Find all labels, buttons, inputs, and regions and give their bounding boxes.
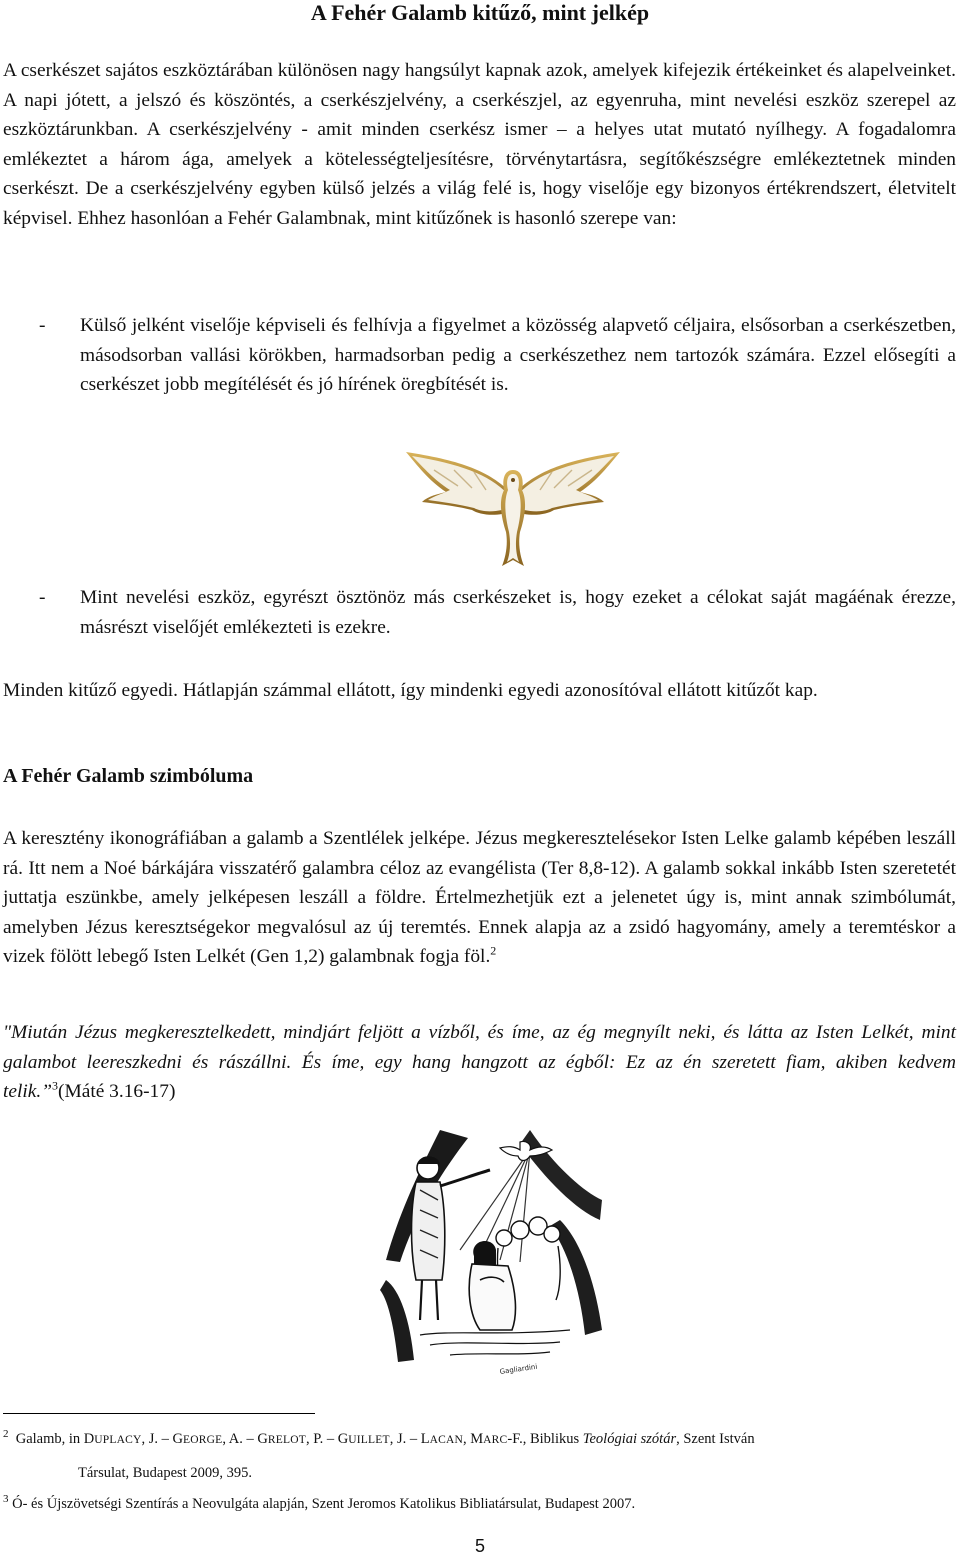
footnote-number: 2 — [3, 1428, 9, 1441]
footnote-text: Galamb, in D — [15, 1431, 95, 1447]
footnote-2 — [3, 1425, 953, 1455]
symbol-paragraph-text: A keresztény ikonográfiában a galamb a Szentlélek jelképe. Jézus megkeresztelésekor Isten Lelke galamb képében leszáll rá. Itt nem a Noé bárkájára visszatérő galambra céloz az evangélista (Ter 8,8-12). A galamb sokkal inkább Isten szeretetét juttatja eszünkbe, amely jelképesen leszáll a földre. Értelmezhetjük ezt a jelenetet úgy is, mint annak szimbólumát, amelyben Jézus keresztségekor megvalósul az új teremtés. Ennek alapja az a zsidó hagyomány, amely a teremtéskor a vizek fölött lebegő Isten Lelkét (Gen 1,2) galambnak fogja föl. — [3, 828, 956, 968]
footnote-smallcaps: UILLET — [348, 1434, 390, 1446]
footnote-smallcaps: UPLACY — [94, 1434, 142, 1446]
footnote-text: -F., Biblikus — [507, 1431, 583, 1447]
footnote-number: 3 — [3, 1493, 9, 1506]
footnote-smallcaps: ACAN — [429, 1434, 463, 1446]
footnote-ref[interactable]: 2 — [490, 943, 497, 958]
unique-paragraph: Minden kitűző egyedi. Hátlapján számmal ellátott, így mindenki egyedi azonosítóval ellátott kitűzőt kap. — [3, 680, 818, 701]
footnote-3 — [3, 1490, 953, 1519]
dove-pin-image — [398, 440, 628, 572]
footnote-text: Ó- és Újszövetségi Szentírás a Neovulgáta alapján, Szent Jeromos Katolikus Bibliatársulat, Budapest 2007. — [12, 1496, 636, 1512]
illustration-signature: Gagliardini — [499, 1362, 538, 1376]
bullet-text: Mint nevelési eszköz, egyrészt ösztönöz más cserkészeket is, hogy ezeket a célokat saját magáénak érezze, másrészt viselőjét emlékezteti is ezekre. — [80, 587, 956, 638]
symbol-paragraph — [3, 824, 956, 972]
bullet-dash: - — [39, 315, 46, 336]
footnote-smallcaps: EORGE — [183, 1434, 223, 1446]
footnote-2-continued: Társulat, Budapest 2009, 395. — [78, 1465, 252, 1481]
bible-quote — [3, 1018, 956, 1107]
quote-citation: (Máté 3.16-17) — [58, 1081, 176, 1103]
footnote-smallcaps: RELOT — [267, 1434, 306, 1446]
section-heading: A Fehér Galamb szimbóluma — [3, 765, 254, 787]
page-title: A Fehér Galamb kitűző, mint jelkép — [310, 0, 650, 25]
footnote-divider — [3, 1413, 315, 1414]
footnote-text: , P. – G — [305, 1431, 349, 1447]
footnote-book-title: Teológiai szótár — [582, 1431, 677, 1447]
page-number: 5 — [474, 1536, 485, 1556]
footnote-smallcaps: ARC — [483, 1434, 508, 1446]
baptism-illustration — [380, 1130, 605, 1380]
footnote-text: , J. – L — [389, 1431, 430, 1447]
footnote-ref[interactable]: 3 — [52, 1078, 59, 1093]
footnote-text: , A. – G — [222, 1431, 268, 1447]
footnote-text: , J. – G — [141, 1431, 183, 1447]
footnote-text: , Szent István — [676, 1431, 755, 1447]
intro-paragraph: A cserkészet sajátos eszköztárában különösen nagy hangsúlyt kapnak azok, amelyek kifejezik értékeinket és alapelveinket. A napi jótett, a jelszó és köszöntés, a cserkészjelvény, a cserkészjel, az egyenruha, mint nevelési eszköz szerepel az eszköztárunkban. A cserkészjelvény - amit minden cserkész ismer – a helyes utat mutató nyílhegy. A fogadalomra emlékeztet a három ága, amelyek a kötelességteljesítésre, törvénytartásra, segítőkészségre emlékeztetnek minden cserkészt. De a cserkészjelvény egyben külső jelzés a világ felé is, hogy viselője egy bizonyos értékrendszert, életvitelt képvisel. Ehhez hasonlóan a Fehér Galambnak, mint kitűzőnek is hasonló szerepe van: — [3, 60, 956, 229]
quote-text: "Miután Jézus megkeresztelkedett, mindjárt feljött a vízből, és íme, az ég megnyílt neki, és látta az Isten Lelkét, mint galambot leereszkedni és rászállni. És íme, egy hang hangzott az égből: Ez az én szeretett fiam, akiben kedvem telik.” — [3, 1022, 956, 1103]
bullet-text: Külső jelként viselője képviseli és felhívja a figyelmet a közösség alapvető céljaira, elsősorban a cserkészetben, másodsorban vallási körökben, harmadsorban pedig a cserkészethez nem tartozók számára. Ezzel elősegíti a cserkészet jobb megítélését és jó hírének öregbítését is. — [80, 315, 956, 396]
bullet-dash: - — [39, 587, 46, 608]
footnote-text: , M — [462, 1431, 484, 1447]
